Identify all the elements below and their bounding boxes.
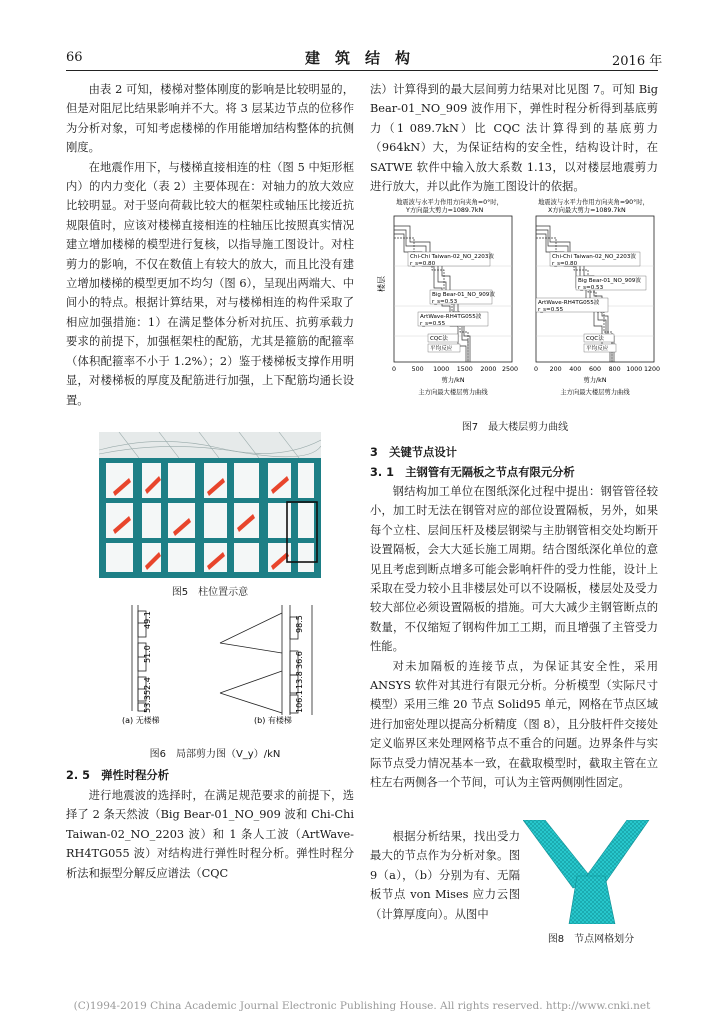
fig7-right-note-2: X方向最大剪力=1089.7kN xyxy=(548,207,626,214)
fig7-left-series-1: Chi-Chi Taiwan-02_NO_2203波 xyxy=(410,254,494,260)
fig7-left-series-2: Big Bear-01_NO_909波 xyxy=(432,292,495,298)
fig7-right-xlabel: 剪力/kN xyxy=(583,377,607,384)
fig7-right-subcaption: 主方向最大楼层剪力曲线 xyxy=(560,389,630,396)
section-3-text-narrow xyxy=(370,827,520,924)
section-3-title: 3 关键节点设计 xyxy=(370,446,457,459)
figure-6-caption: 图6 局部剪力图（V_y）/kN xyxy=(149,749,281,760)
fig7-left-xtick-0: 0 xyxy=(391,366,397,373)
left-text-block xyxy=(66,80,354,410)
left-paragraph-2: 在地震作用下，与楼梯直接相连的柱（图 5 中矩形框内）的内力变化（表 2）主要体现在：对轴力的放大效应比较明显。对于竖向荷载比较大的框架柱或轴压比接近抗规限值时，应该对楼梯直接相连的柱轴压比按照真实情况建立增加楼梯的模型进行复核，以指导施工图设计。对柱剪力的影响，不仅在数值上有较大的放大，而且比没有建立增加楼梯的模型更加不均匀（图 6），呈现出两端大、中间小的特点。根据计算结果，对与楼梯相连的构件采取了相应加强措施：1）在满足整体分析对抗压、抗剪承载力要求的前提下，加强框架柱的配筋，尤其是箍筋的配箍率（体积配箍率不小于 1.2%）；2）鉴于楼梯板支撑作用明显，对楼梯板的厚度及配筋进行加强，上下配筋均通长设置。 xyxy=(66,160,354,407)
header-rule xyxy=(66,70,658,71)
copyright-footer: (C)1994-2019 China Academic Journal Electronic Publishing House. All rights reserved. http://www.cnki.net xyxy=(73,1000,651,1012)
fig7-left-series-3: ArtWave-RH4TG055波 xyxy=(420,314,482,320)
fig7-right-series-3: ArtWave-RH4TG055波 xyxy=(538,300,600,306)
fig6-subcaption-b: (b) 有楼梯 xyxy=(254,716,292,725)
fig7-right-xtick-3: 600 xyxy=(588,366,602,373)
fig7-left-xtick-1: 500 xyxy=(411,366,424,373)
fig7-right-factor-1: r_s=0.80 xyxy=(552,261,578,267)
figure-8-mesh xyxy=(523,820,659,924)
fig7-left-subcaption: 主方向最大楼层剪力曲线 xyxy=(418,389,488,396)
figure-7 xyxy=(370,196,660,406)
fig6b-value-2: 36.6 xyxy=(295,651,304,669)
fig7-left-xlabel: 剪力/kN xyxy=(441,377,465,384)
figure-5-caption: 图5 柱位置示意 xyxy=(171,587,249,598)
fig7-right-series-5: 平均反应 xyxy=(586,346,609,352)
fig7-left-xtick-4: 2000 xyxy=(480,366,497,373)
fig6a-value-4: 53.3 xyxy=(143,695,152,713)
fig7-right-series-2: Big Bear-01_NO_909波 xyxy=(578,278,641,284)
section-3-text xyxy=(370,482,658,793)
fig7-left-xtick-2: 1000 xyxy=(433,366,450,373)
fig7-left-factor-3: r_s=0.55 xyxy=(420,321,446,327)
fig7-right-xtick-0: 0 xyxy=(533,366,539,373)
fig7-left-factor-2: r_s=0.53 xyxy=(432,299,458,305)
fig7-right-series-1: Chi-Chi Taiwan-02_NO_2203波 xyxy=(552,254,636,260)
fig7-right-xtick-5: 1000 xyxy=(626,366,643,373)
figure-6 xyxy=(112,603,318,725)
fig7-left-factor-1: r_s=0.80 xyxy=(410,261,436,267)
figure-7-caption: 图7 最大楼层剪力曲线 xyxy=(461,422,569,433)
section-2-5-text xyxy=(66,786,354,883)
section-3-paragraph-1: 钢结构加工单位在图纸深化过程中提出：钢管管径较小，加工时无法在钢管对应的部位设置隔板，另外，如果每个立柱、层间压杆及楼层钢梁与主肋钢管相交处均断开设置隔板，会大大延长施工周期。结合图纸深化单位的意见且考虑到断点增多可能会影响杆件的受力性能，设计上采取在受力较小且非楼层处可以不设隔板，楼层处及受力较大部位必须设置隔板的措施。可大大减少主钢管断点的数量，不仅缩短了钢构件加工工期，而且增强了主管受力性能。 xyxy=(370,485,658,654)
section-2-5-paragraph: 进行地震波的选择时，在满足规范要求的前提下，选择了 2 条天然波（Big Bear-01_NO_909 波和 Chi-Chi Taiwan-02_NO_2203 波）和 1 条人工波（ArtWave-RH4TG055 波）对结构进行弹性时程分析。弹性时程分析法和振型分解反应谱法（CQC xyxy=(66,789,354,880)
fig7-right-factor-2: r_s=0.53 xyxy=(578,285,604,291)
fig7-left-series-4: CQC法 xyxy=(430,336,448,342)
section-3-paragraph-2: 对未加隔板的连接节点，为保证其安全性，采用 ANSYS 软件对其进行有限元分析。分析模型（实际尺寸模型）采用三维 20 节点 Solid95 单元，网格在节点区域进行加密处理以提高分析精度（图 8），且分肢杆件交接处定义临界区来处理网格节点不重合的问题。边界条件与实际节点受力情况基本一致，在截取模型时，截取主管在立柱左右两侧各一个节间，可认为主管两侧刚性固定。 xyxy=(370,659,658,790)
figure-7-drawing xyxy=(370,196,660,406)
fig7-right-xtick-6: 1200 xyxy=(643,366,660,373)
fig7-left-note-1: 地震波与水平力作用方向夹角=0°时， xyxy=(396,199,503,206)
section-3-1-title: 3. 1 主钢管有无隔板之节点有限元分析 xyxy=(370,466,575,479)
right-paragraph-1: 法）计算得到的最大层间剪力结果对比见图 7。可知 Big Bear-01_NO_909 波作用下，弹性时程分析得到基底剪力（1 089.7kN）比 CQC 法计算得到的基底剪力（964kN）大，为保证结构的安全性，结构设计时，在 SATWE 软件中输入放大系数 1.13，以对楼层地震剪力进行放大，并以此作为施工图设计的依据。 xyxy=(370,83,658,194)
figure-8 xyxy=(523,820,659,924)
fig7-right-note-1: 地震波与水平力作用方向夹角=90°时， xyxy=(538,199,649,206)
fig6a-value-3: 52.4 xyxy=(143,677,152,695)
fig7-left-note-2: Y方向最大剪力=1089.7kN xyxy=(406,207,484,214)
right-text-block xyxy=(370,80,658,196)
fig6-subcaption-a: (a) 无楼梯 xyxy=(122,716,160,725)
figure-5-drawing xyxy=(99,432,321,578)
fig6b-value-1: 98.5 xyxy=(295,615,304,633)
fig7-right-xtick-2: 400 xyxy=(569,366,582,373)
figure-8-caption: 图8 节点网格划分 xyxy=(547,934,635,945)
page-number: 66 xyxy=(66,50,83,65)
left-paragraph-1: 由表 2 可知，楼梯对整体刚度的影响是比较明显的，但是对阻尼比结果影响并不大。将 3 层某边节点的位移作为分析对象，可知考虑楼梯的作用能增加结构整体的抗侧刚度。 xyxy=(66,83,354,155)
fig7-left-xtick-5: 2500 xyxy=(501,366,519,373)
fig6a-value-2: 51.0 xyxy=(143,645,152,663)
fig7-right-xtick-1: 200 xyxy=(549,366,562,373)
fig7-right-series-4: CQC法 xyxy=(586,336,604,342)
fig6a-value-1: 49.1 xyxy=(143,611,152,629)
fig6b-value-3: 13.8 xyxy=(295,671,304,689)
figure-6-drawing xyxy=(112,603,318,725)
fig7-left-series-5: 平均反应 xyxy=(430,346,453,352)
fig7-left-ylabel: 楼层 xyxy=(377,276,386,292)
section-2-5-title: 2. 5 弹性时程分析 xyxy=(66,769,170,782)
journal-title: 建 筑 结 构 xyxy=(305,49,411,67)
figure-5 xyxy=(99,432,321,578)
fig6b-value-4: 106.1 xyxy=(295,690,304,713)
fig7-right-xtick-4: 800 xyxy=(608,366,621,373)
fig7-right-factor-3: r_s=0.55 xyxy=(538,307,564,313)
fig7-left-xtick-3: 1500 xyxy=(456,366,473,373)
year: 2016 年 xyxy=(612,54,663,69)
section-3-paragraph-3: 根据分析结果，找出受力最大的节点作为分析对象。图 9（a），（b）分别为有、无隔板节点 von Mises 应力云图（计算厚度向）。从图中 xyxy=(370,830,520,921)
